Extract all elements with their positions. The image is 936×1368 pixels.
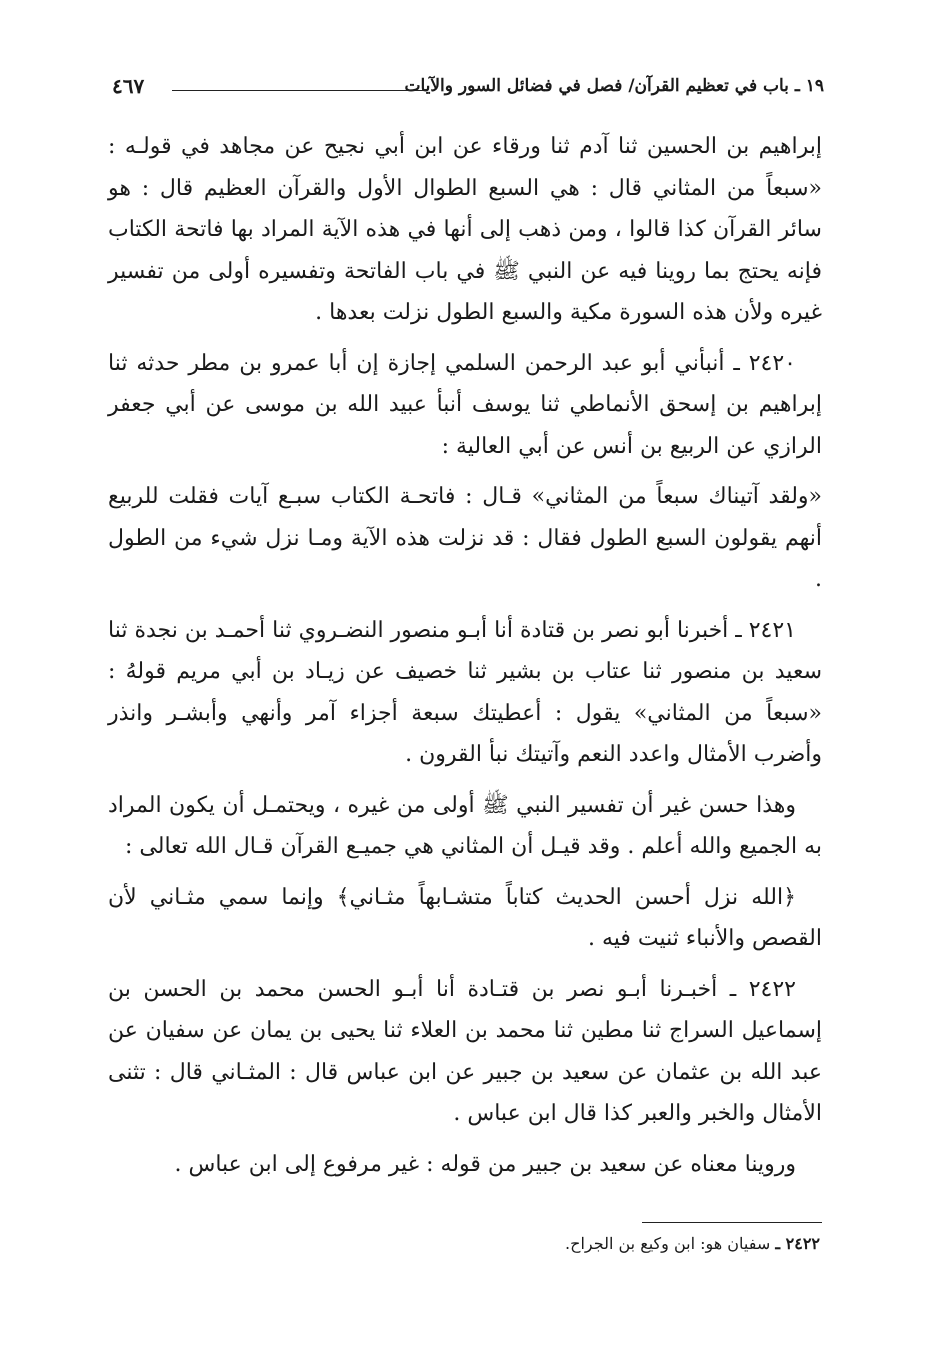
paragraph-closing: وروينا معناه عن سعيد بن جبير من قوله : غير مرفوع إلى ابن عباس . — [174, 1151, 796, 1177]
footnote-text: سفيان هو: ابن وكيع بن الجراح. — [565, 1234, 771, 1253]
paragraph-quote-2420: «ولقد آتيناك سبعاً من المثاني» قـال : فاتحـة الكتاب سبـع آيات فقلت للربيع أنهم يقولون السبع الطول فقال : قد نزلت هذه الآية ومـا نزل شيء من الطول . — [108, 484, 822, 592]
header-rule — [172, 90, 426, 91]
running-header — [112, 68, 824, 104]
hadith-2420: ٢٤٢٠ ـ أنبأني أبو عبد الرحمن السلمي إجازة إن أبا عمرو بن مطر حدثه ثنا إبراهيم بن إسحق الأنماطي ثنا يوسف أنبأ عبيد الله بن موسى عن أبي جعفر الرازي عن الربيع بن أنس عن أبي العالية : — [108, 350, 822, 459]
paragraph-continuation: إبراهيم بن الحسين ثنا آدم ثنا ورقاء عن ابن أبي نجيح عن مجاهد في قولـه : «سبعاً من المثاني قال : هي السبع الطوال الأول والقرآن العظيم قال : هو سائر القرآن كذا قالوا ، ومن ذهب إلى أنها في هذه الآية المراد بها فاتحة الكتاب فإنه يحتج بما روينا فيه عن النبي ﷺ في باب الفاتحة وتفسيره أولى من تفسير غيره ولأن هذه السورة مكية والسبع الطول نزلت بعدها . — [108, 134, 822, 325]
hadith-2422: ٢٤٢٢ ـ أخبـرنا أبـو نصر بن قتـادة أنا أبـو الحسن محمد بن الحسن بن إسماعيل السراج ثنا مطين ثنا محمد بن العلاء ثنا يحيى بن يمان عن سفيان عن عبد الله بن عثمان عن سعيد بن جبير عن ابن عباس قال : المثـاني قال : تثنى الأمثال والخبر والعبر كذا قال ابن عباس . — [108, 976, 822, 1126]
footnote-number: ٢٤٢٢ ـ — [775, 1234, 820, 1253]
footnote — [300, 1232, 820, 1256]
footnote-rule — [642, 1222, 822, 1223]
paragraph-commentary: وهذا حسن غير أن تفسير النبي ﷺ أولى من غيره ، ويحتمـل أن يكون المراد به الجميع والله أعلم . وقد قيـل أن المثاني هي جميـع القرآن قـال الله تعالى : — [108, 792, 822, 859]
main-text — [108, 126, 822, 1194]
hadith-2421: ٢٤٢١ ـ أخبرنا أبو نصر بن قتادة أنا أبـو منصور النضـروي ثنا أحمـد بن نجدة ثنا سعيد بن منصور ثنا عتاب بن بشير ثنا خصيف عن زيـاد بن أبي مريم قولهُ : «سبعاً من المثاني» يقول : أعطيتك سبعة أجزاء آمر وأنهي وأبشـر وانذر وأضرب الأمثال واعدد النعم وآتيتك نبأ القرون . — [108, 617, 822, 767]
paragraph-quran-verse: ﴿الله نزل أحسن الحديث كتاباً متشـابهاً مثـاني﴾ وإنما سمي مثـاني لأن القصص والأنباء ثنيت فيه . — [108, 884, 822, 951]
page-number: ٤٦٧ — [112, 74, 145, 98]
chapter-title: ١٩ ـ باب في تعظيم القرآن/ فصل في فضائل السور والآيات — [404, 76, 824, 96]
